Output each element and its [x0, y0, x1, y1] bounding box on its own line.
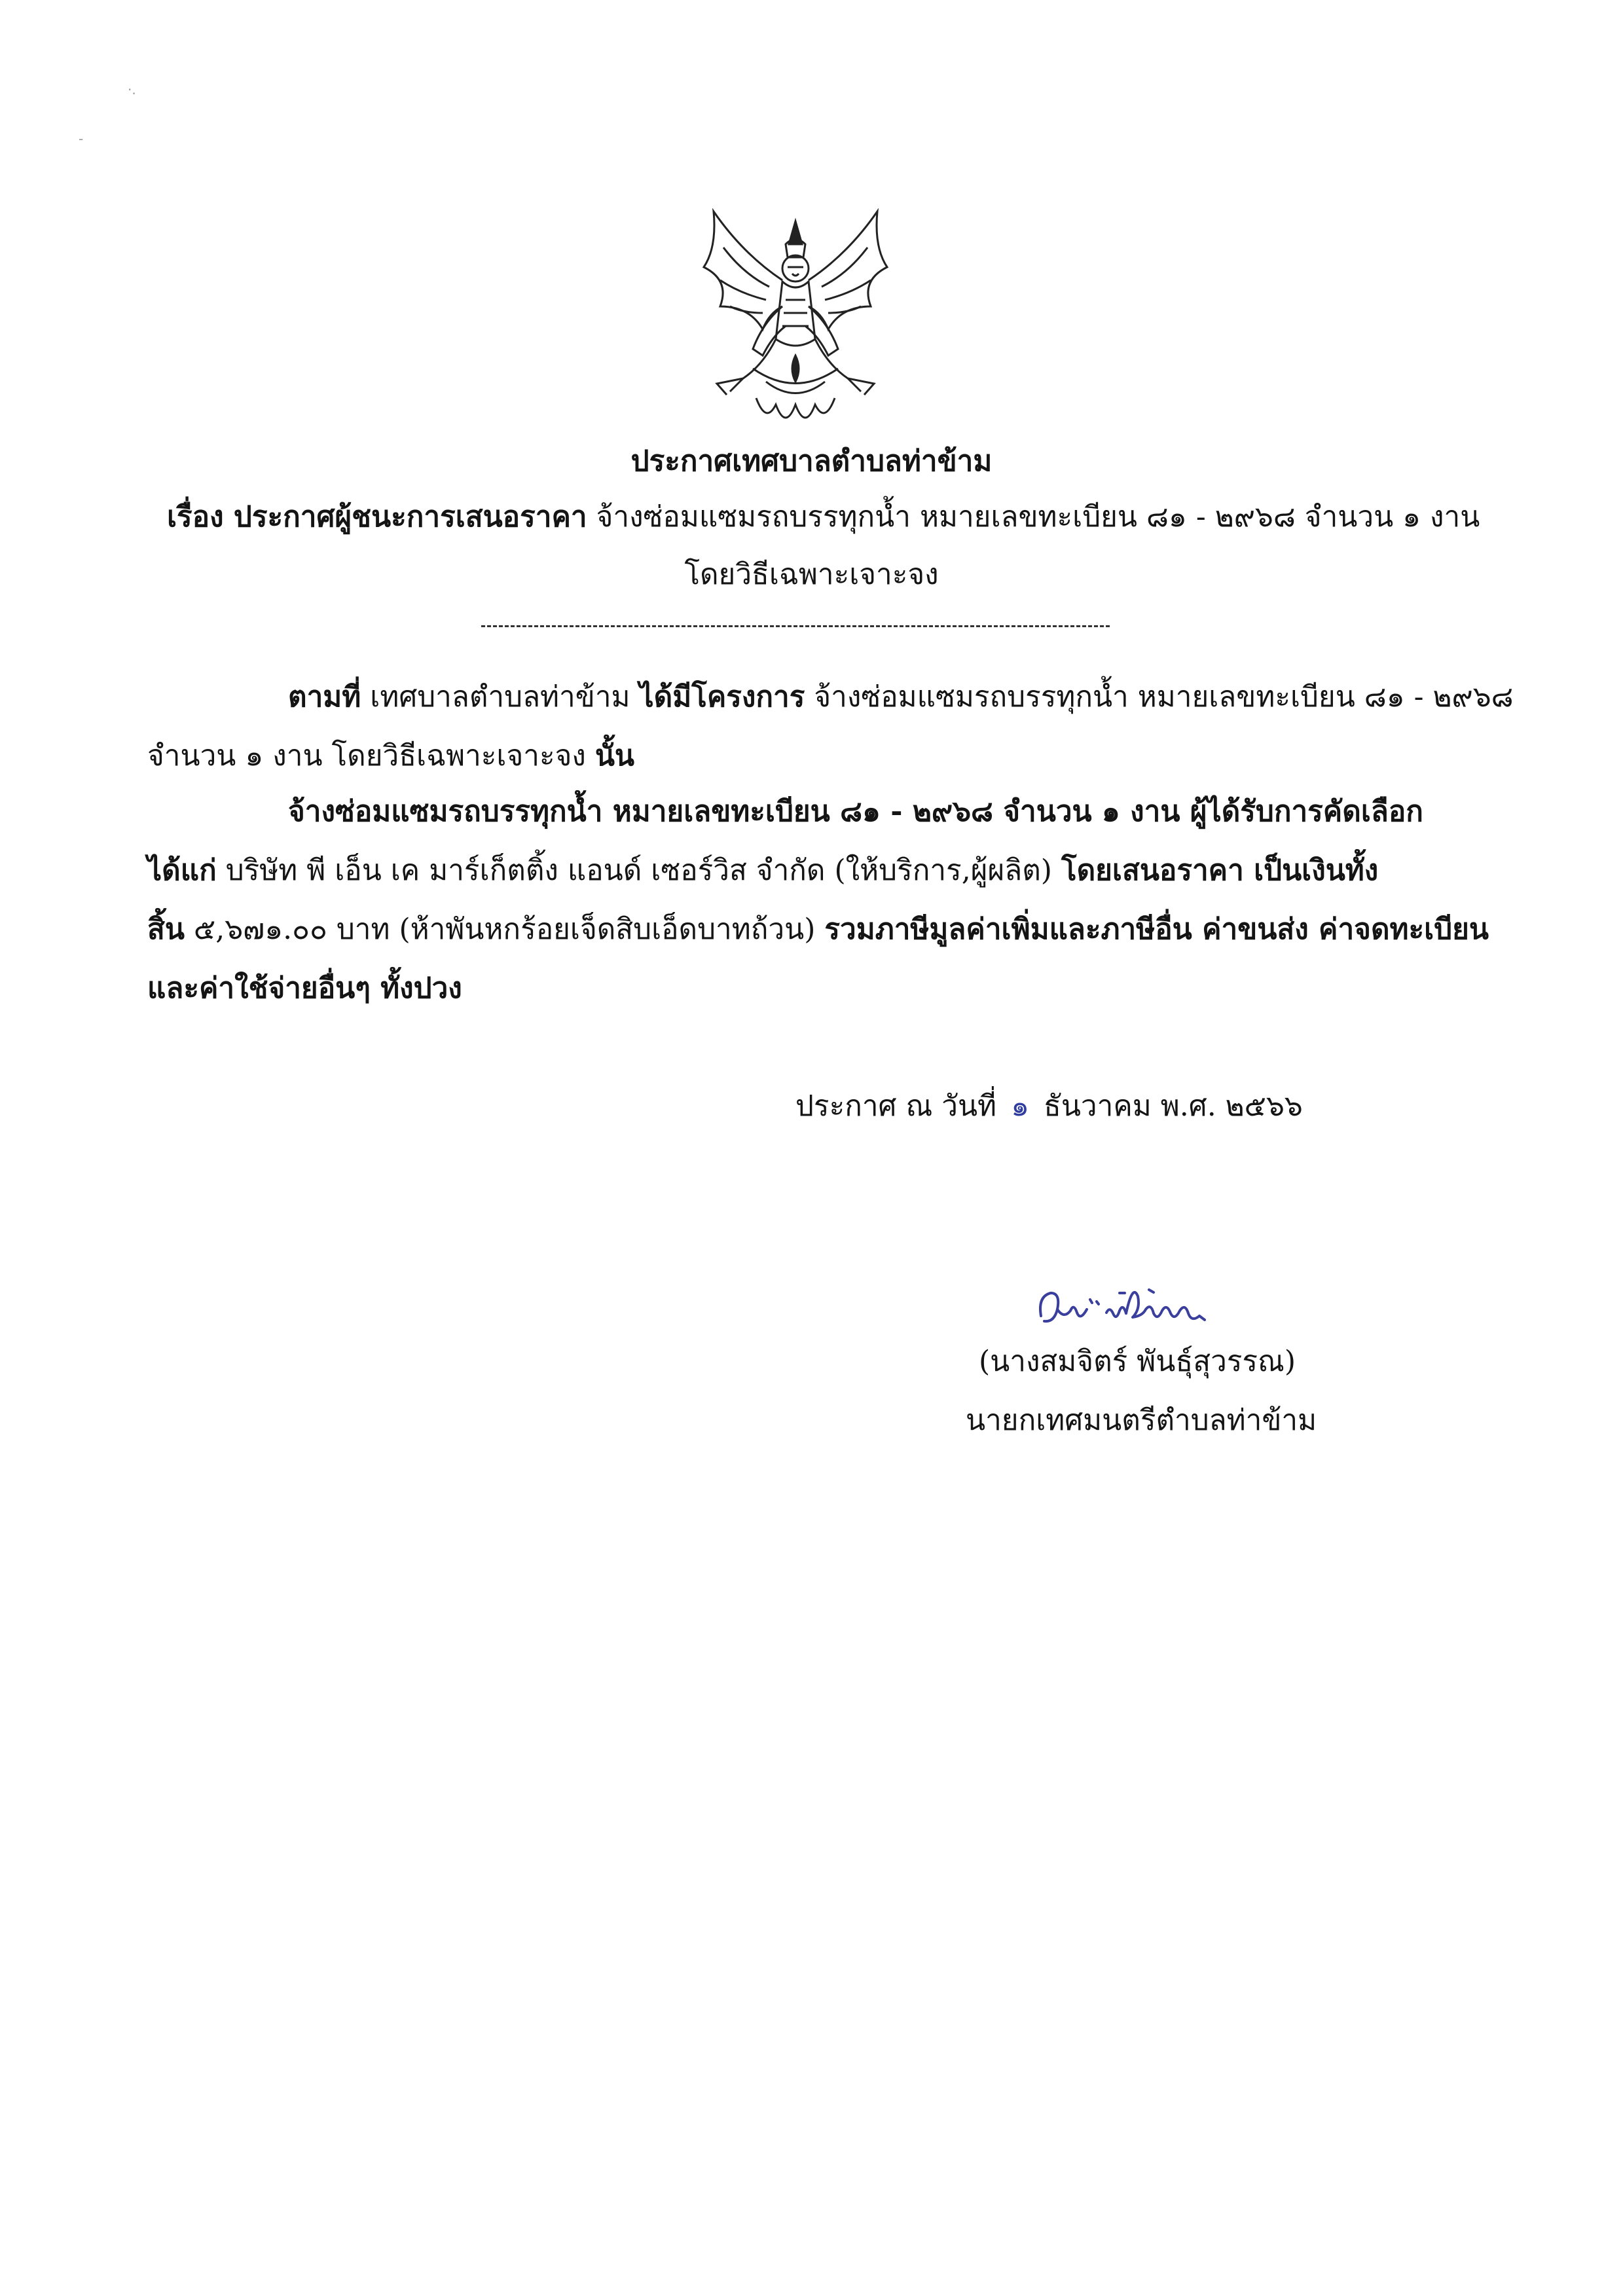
signatory-name: (นางสมจิตร์ พันธุ์สุวรรณ): [979, 1345, 1296, 1378]
p1-lead: ตามที่: [288, 680, 361, 714]
subject-method: โดยวิธีเฉพาะเจาะจง: [684, 558, 939, 591]
paragraph-1-line-2: [147, 737, 634, 776]
handwritten-signature: [1028, 1270, 1244, 1342]
p2-winner: บริษัท พี เอ็น เค มาร์เก็ตติ้ง แอนด์ เซอร์วิส จำกัด (ให้บริการ,ผู้ผลิต): [216, 854, 1061, 887]
paragraph-2-line-3: [147, 910, 1489, 949]
announcement-date: [795, 1087, 1303, 1126]
p1-project: จ้างซ่อมแซมรถบรรทุกน้ำ หมายเลขทะเบียน ๘๑ - ๒๙๖๘: [805, 680, 1514, 714]
subject-line: [167, 498, 1480, 537]
subject-label: เรื่อง ประกาศผู้ชนะการเสนอราคา: [167, 500, 587, 534]
subject-text: จ้างซ่อมแซมรถบรรทุกน้ำ หมายเลขทะเบียน ๘๑ - ๒๙๖๘ จำนวน ๑ งาน: [587, 500, 1480, 534]
announcement-title: ประกาศเทศบาลตำบลท่าข้าม: [630, 445, 993, 478]
scan-speck: -: [79, 131, 84, 147]
p2-total-label: สิ้น: [147, 913, 185, 946]
dashed-divider: [481, 625, 1110, 627]
p1-end: นั้น: [594, 739, 634, 773]
signatory-position: นายกเทศมนตรีตำบลท่าข้าม: [966, 1404, 1317, 1437]
p1-project-label: ได้มีโครงการ: [639, 680, 805, 714]
p2-tax-note: รวมภาษีมูลค่าเพิ่มและภาษีอื่น ค่าขนส่ง ค่าจดทะเบียน: [824, 913, 1489, 946]
scan-speck: ·.: [128, 82, 136, 98]
p2-selected-label: ผู้ได้รับการคัดเลือก: [1190, 795, 1423, 828]
paragraph-1-line-1: [288, 678, 1514, 717]
p2-project: จ้างซ่อมแซมรถบรรทุกน้ำ หมายเลขทะเบียน ๘๑ - ๒๙๖๘ จำนวน ๑ งาน: [288, 795, 1190, 828]
p2-price-label: โดยเสนอราคา เป็นเงินทั้ง: [1061, 854, 1379, 887]
paragraph-2-line-4: และค่าใช้จ่ายอื่นๆ ทั้งปวง: [147, 972, 462, 1005]
p2-amount: ๕,๖๗๑.๐๐ บาท (ห้าพันหกร้อยเจ็ดสิบเอ็ดบาทถ้วน): [184, 913, 825, 946]
p2-winner-label: ได้แก่: [147, 854, 217, 887]
p1-method: จำนวน ๑ งาน โดยวิธีเฉพาะเจาะจง: [147, 739, 595, 773]
paragraph-2-line-1: [288, 792, 1423, 831]
date-day: ๑: [1011, 1089, 1029, 1123]
garuda-emblem: [691, 208, 900, 439]
paragraph-2-line-2: [147, 851, 1378, 890]
date-month-year: ธันวาคม พ.ศ. ๒๕๖๖: [1044, 1089, 1303, 1123]
date-prefix: ประกาศ ณ วันที่: [795, 1089, 997, 1123]
p1-agency: เทศบาลตำบลท่าข้าม: [361, 680, 640, 714]
